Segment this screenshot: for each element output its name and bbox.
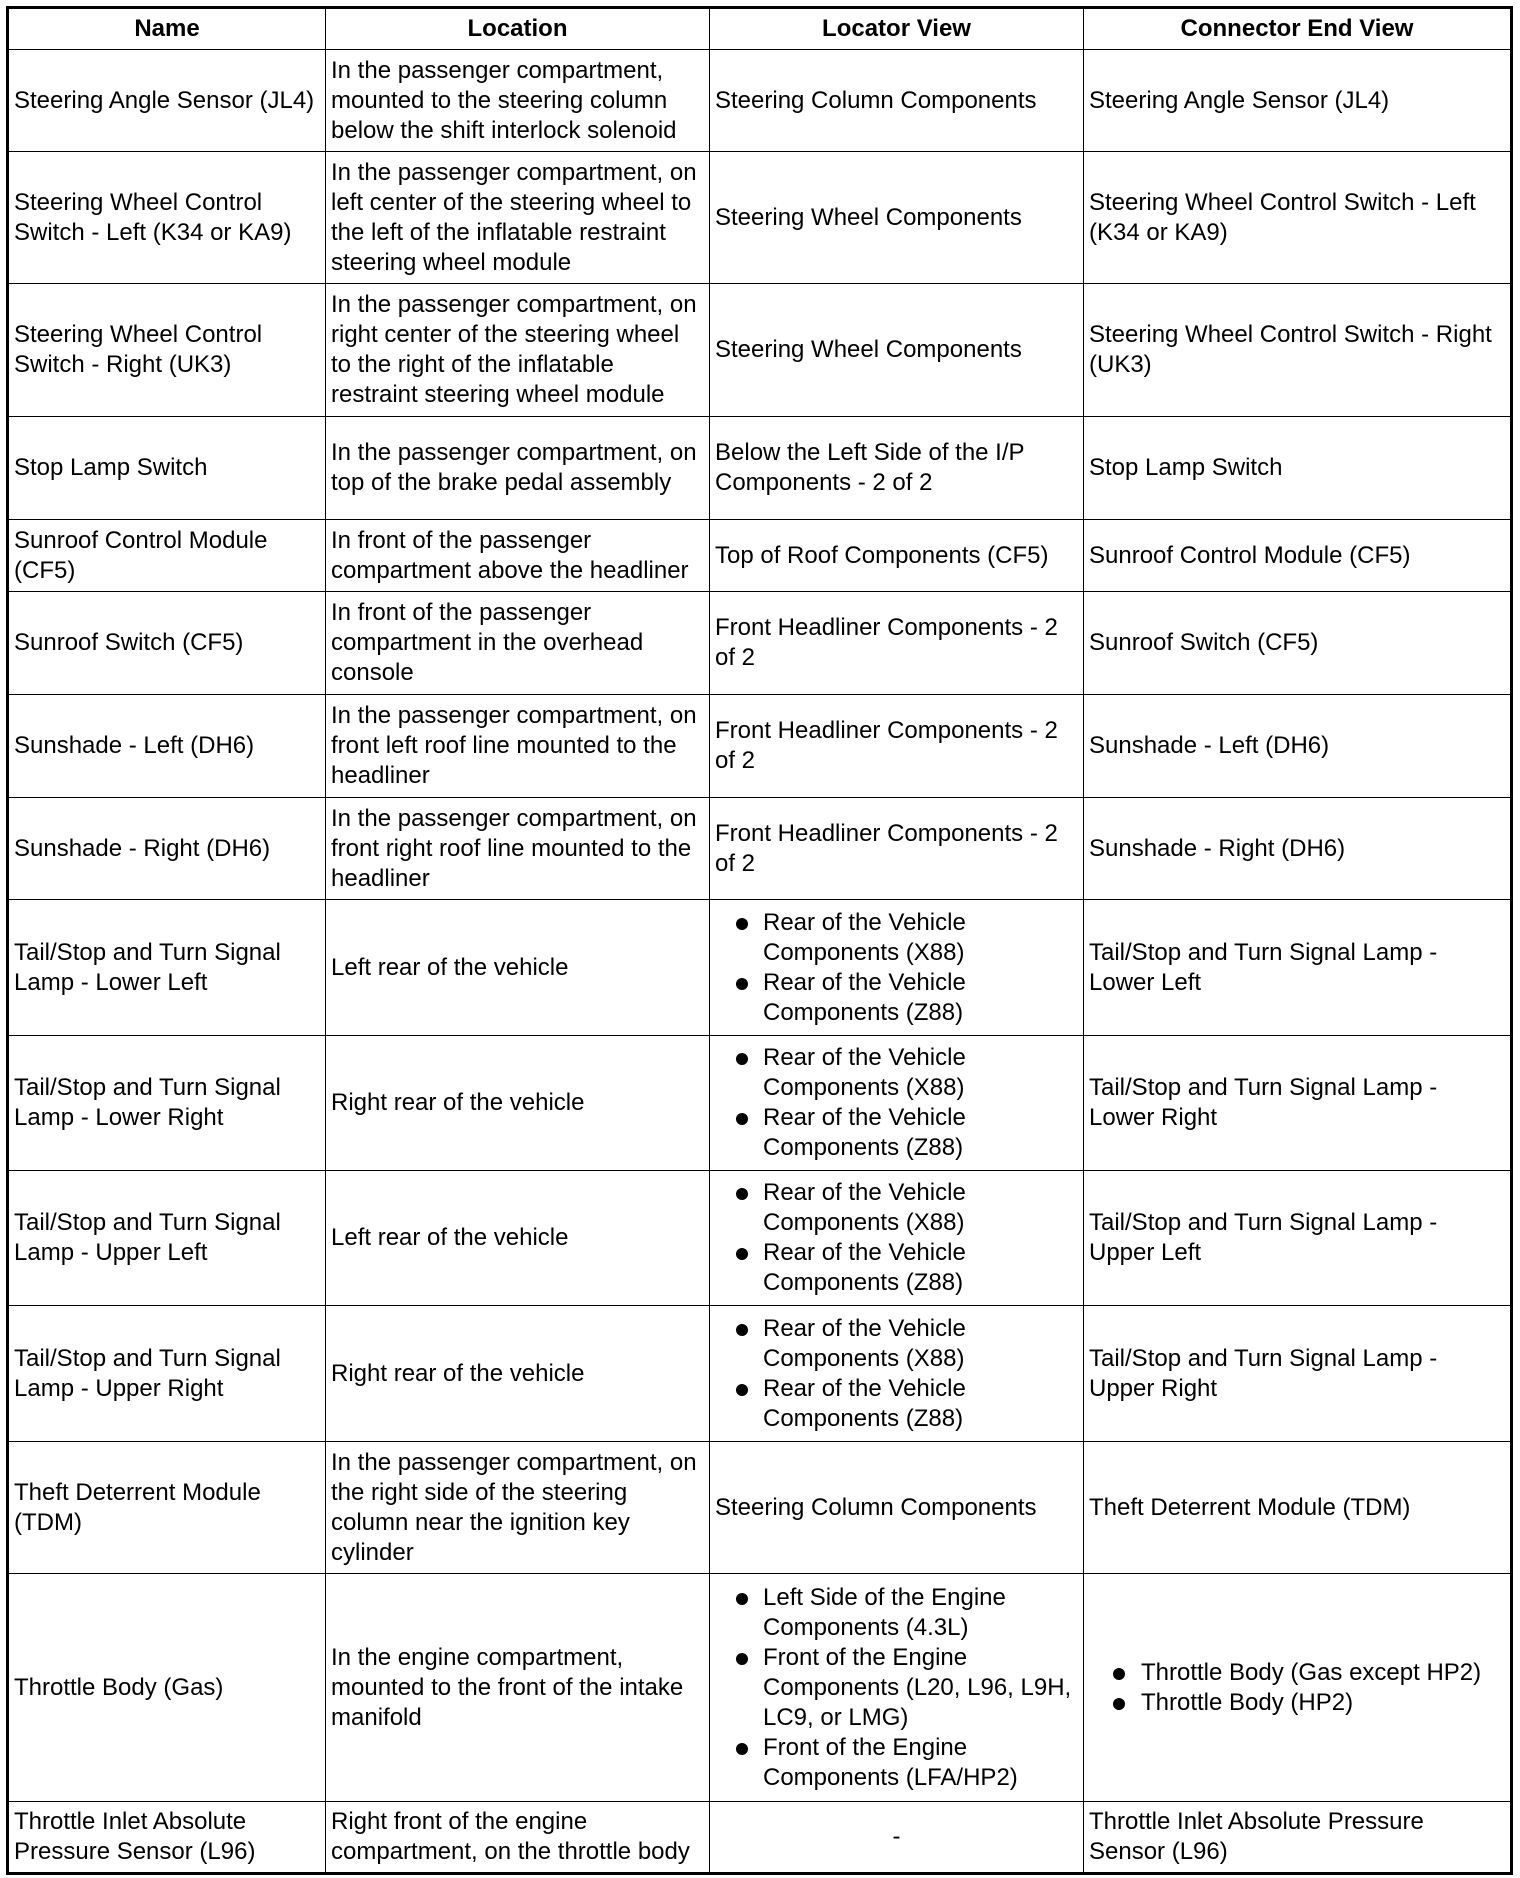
cell-locator-view [710,900,1084,1036]
cell-connector-end-view: Throttle Inlet Absolute Pressure Sensor (L96) [1084,1802,1512,1874]
cell-name: Tail/Stop and Turn Signal Lamp - Lower Right [8,1036,326,1171]
cell-location: Right rear of the vehicle [326,1036,710,1171]
cell-name: Tail/Stop and Turn Signal Lamp - Upper Left [8,1171,326,1306]
cell-location: Right front of the engine compartment, on the throttle body [326,1802,710,1874]
table-row [8,284,1512,417]
table-row [8,1036,1512,1171]
cell-locator-view: Front Headliner Components - 2 of 2 [710,798,1084,900]
cell-locator-view: Below the Left Side of the I/P Components - 2 of 2 [710,417,1084,520]
cell-connector-end-view [1084,1574,1512,1802]
cell-location: In front of the passenger compartment in the overhead console [326,592,710,695]
cell-name: Steering Angle Sensor (JL4) [8,50,326,152]
cell-connector-end-view: Sunroof Switch (CF5) [1084,592,1512,695]
component-locator-document [6,6,1510,1875]
cell-location: In the passenger compartment, on left center of the steering wheel to the left of the inflatable restraint steering wheel module [326,152,710,284]
header-location: Location [326,8,710,50]
cell-locator-view: Top of Roof Components (CF5) [710,520,1084,592]
cell-locator-view [710,1574,1084,1802]
header-connector-end-view: Connector End View [1084,8,1512,50]
cell-location: In the engine compartment, mounted to the front of the intake manifold [326,1574,710,1802]
locator-bullet-list [715,1043,1078,1163]
list-item: Rear of the Vehicle Components (Z88) [715,968,1078,1028]
list-item: Throttle Body (Gas except HP2) [1089,1658,1505,1688]
cell-connector-end-view: Sunshade - Left (DH6) [1084,695,1512,798]
cell-name: Steering Wheel Control Switch - Left (K34 or KA9) [8,152,326,284]
list-item: Rear of the Vehicle Components (X88) [715,908,1078,968]
cell-name: Tail/Stop and Turn Signal Lamp - Upper Right [8,1306,326,1442]
locator-bullet-list [715,908,1078,1028]
cell-name: Throttle Inlet Absolute Pressure Sensor (L96) [8,1802,326,1874]
cell-locator-view: Steering Column Components [710,1442,1084,1574]
cell-locator-view: Steering Wheel Components [710,284,1084,417]
cell-location: Left rear of the vehicle [326,1171,710,1306]
cell-locator-view: Steering Column Components [710,50,1084,152]
cell-connector-end-view: Theft Deterrent Module (TDM) [1084,1442,1512,1574]
cell-name: Sunroof Switch (CF5) [8,592,326,695]
list-item: Front of the Engine Components (L20, L96, L9H, LC9, or LMG) [715,1643,1078,1733]
cell-location: Right rear of the vehicle [326,1306,710,1442]
table-row [8,520,1512,592]
cell-connector-end-view: Stop Lamp Switch [1084,417,1512,520]
cell-connector-end-view: Steering Wheel Control Switch - Right (UK3) [1084,284,1512,417]
cell-location: In the passenger compartment, on right center of the steering wheel to the right of the inflatable restraint steering wheel module [326,284,710,417]
table-row [8,1802,1512,1874]
cell-locator-view [710,1306,1084,1442]
locator-bullet-list [715,1314,1078,1434]
cell-location: In the passenger compartment, mounted to the steering column below the shift interlock solenoid [326,50,710,152]
cell-name: Steering Wheel Control Switch - Right (UK3) [8,284,326,417]
table-row [8,50,1512,152]
cell-connector-end-view: Steering Wheel Control Switch - Left (K34 or KA9) [1084,152,1512,284]
locator-bullet-list [715,1178,1078,1298]
component-locator-table [6,6,1513,1875]
cell-connector-end-view: Steering Angle Sensor (JL4) [1084,50,1512,152]
list-item: Rear of the Vehicle Components (X88) [715,1043,1078,1103]
header-name: Name [8,8,326,50]
cell-location: In the passenger compartment, on front left roof line mounted to the headliner [326,695,710,798]
table-row [8,592,1512,695]
header-locator-view: Locator View [710,8,1084,50]
cell-locator-view: Steering Wheel Components [710,152,1084,284]
cell-connector-end-view: Sunshade - Right (DH6) [1084,798,1512,900]
table-row [8,1171,1512,1306]
cell-name: Sunshade - Left (DH6) [8,695,326,798]
list-item: Rear of the Vehicle Components (Z88) [715,1103,1078,1163]
cell-connector-end-view: Sunroof Control Module (CF5) [1084,520,1512,592]
cell-locator-view: Front Headliner Components - 2 of 2 [710,695,1084,798]
cell-location: In the passenger compartment, on the right side of the steering column near the ignition key cylinder [326,1442,710,1574]
locator-bullet-list [715,1583,1078,1793]
list-item: Rear of the Vehicle Components (Z88) [715,1374,1078,1434]
cell-name: Sunroof Control Module (CF5) [8,520,326,592]
cell-location: Left rear of the vehicle [326,900,710,1036]
table-row [8,798,1512,900]
cell-locator-view: Front Headliner Components - 2 of 2 [710,592,1084,695]
table-row [8,152,1512,284]
cell-connector-end-view: Tail/Stop and Turn Signal Lamp - Upper Right [1084,1306,1512,1442]
table-row [8,417,1512,520]
cell-name: Throttle Body (Gas) [8,1574,326,1802]
table-row [8,1574,1512,1802]
cell-location: In the passenger compartment, on top of the brake pedal assembly [326,417,710,520]
list-item: Rear of the Vehicle Components (Z88) [715,1238,1078,1298]
list-item: Front of the Engine Components (LFA/HP2) [715,1733,1078,1793]
cell-connector-end-view: Tail/Stop and Turn Signal Lamp - Upper Left [1084,1171,1512,1306]
cell-locator-view: - [710,1802,1084,1874]
list-item: Rear of the Vehicle Components (X88) [715,1314,1078,1374]
cell-name: Theft Deterrent Module (TDM) [8,1442,326,1574]
cell-locator-view [710,1171,1084,1306]
cell-locator-view [710,1036,1084,1171]
list-item: Throttle Body (HP2) [1089,1688,1505,1718]
cell-connector-end-view: Tail/Stop and Turn Signal Lamp - Lower Left [1084,900,1512,1036]
cell-connector-end-view: Tail/Stop and Turn Signal Lamp - Lower Right [1084,1036,1512,1171]
cell-name: Tail/Stop and Turn Signal Lamp - Lower Left [8,900,326,1036]
table-row [8,1442,1512,1574]
cell-location: In the passenger compartment, on front right roof line mounted to the headliner [326,798,710,900]
cell-name: Sunshade - Right (DH6) [8,798,326,900]
list-item: Rear of the Vehicle Components (X88) [715,1178,1078,1238]
connector-bullet-list [1089,1658,1505,1718]
list-item: Left Side of the Engine Components (4.3L) [715,1583,1078,1643]
table-row [8,695,1512,798]
table-row [8,900,1512,1036]
cell-location: In front of the passenger compartment above the headliner [326,520,710,592]
header-row [8,8,1512,50]
cell-name: Stop Lamp Switch [8,417,326,520]
table-row [8,1306,1512,1442]
